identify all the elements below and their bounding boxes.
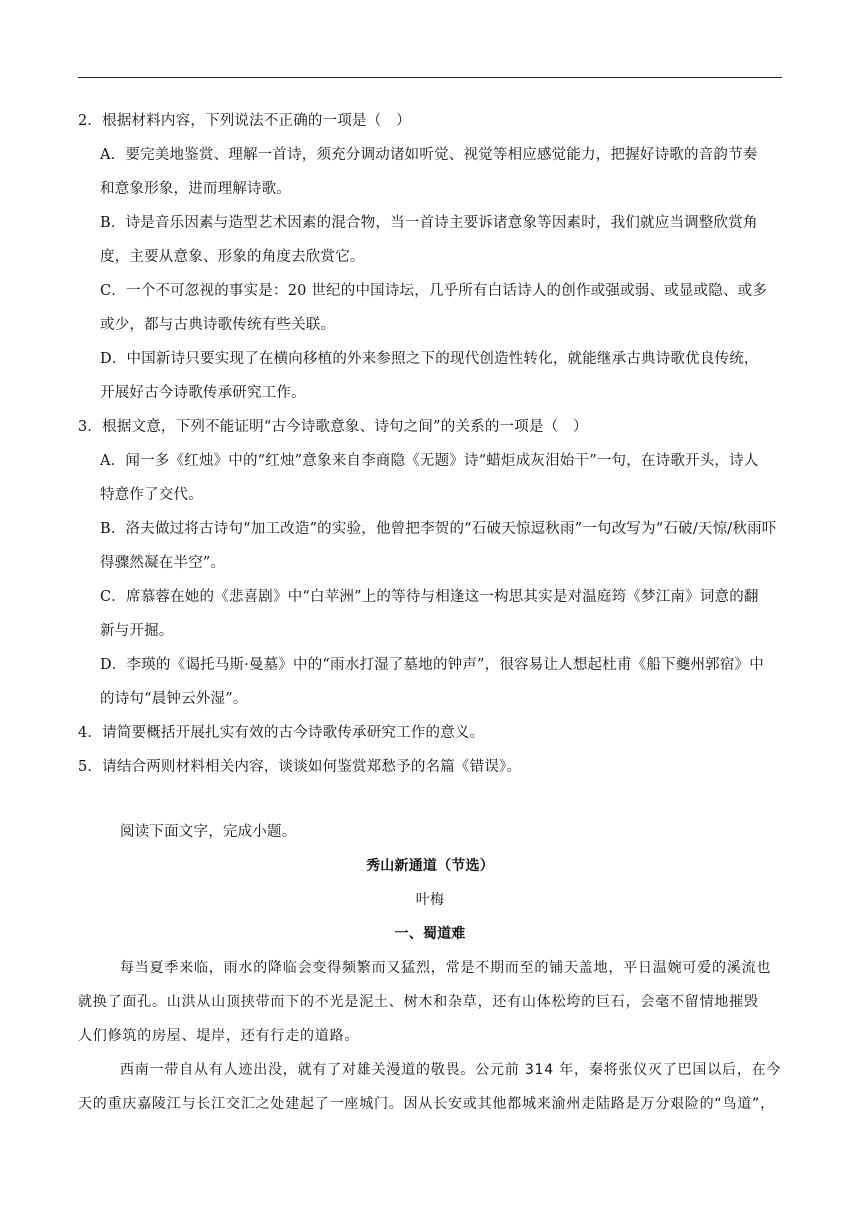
paragraph-1-line-2: 就换了面孔。山洪从山顶挟带而下的不光是泥土、树木和杂草，还有山体松垮的巨石，会毫不留情地摧毁	[78, 994, 759, 1010]
question-3-option-b: B．洛夫做过将古诗句“加工改造”的实验，他曾把李贺的“石破天惊逗秋雨”一句改写为“石破/天惊/秋雨吓	[100, 521, 777, 537]
section-heading: 一、蜀道难	[394, 926, 466, 942]
question-3-stem: 3．根据文意，下列不能证明“古今诗歌意象、诗句之间”的关系的一项是（ ）	[78, 419, 588, 435]
question-3-option-c-cont: 新与开掘。	[100, 623, 174, 639]
question-2-option-c: C．一个不可忽视的事实是：20 世纪的中国诗坛，几乎所有白话诗人的创作或强或弱、或显或隐、或多	[100, 283, 768, 299]
question-3-option-c: C．席慕蓉在她的《悲喜剧》中“白苹洲”上的等待与相逢这一构思其实是对温庭筠《梦江南》词意的翻	[100, 589, 759, 605]
question-5-stem: 5．请结合两则材料相关内容，谈谈如何鉴赏郑愁予的名篇《错误》。	[78, 759, 522, 775]
paragraph-2-line-1: 西南一带自从有人迹出没，就有了对雄关漫道的敬畏。公元前 314 年，秦将张仪灭了巴国以后，在今	[120, 1062, 782, 1078]
question-2-stem: 2．根据材料内容，下列说法不正确的一项是（ ）	[78, 113, 411, 129]
question-2-option-b-cont: 度，主要从意象、形象的角度去欣赏它。	[100, 249, 365, 265]
passage-author: 叶梅	[415, 892, 445, 908]
question-2-option-a-cont: 和意象形象，进而理解诗歌。	[100, 181, 292, 197]
question-2-option-d-cont: 开展好古今诗歌传承研究工作。	[100, 385, 306, 401]
question-4-stem: 4．请简要概括开展扎实有效的古今诗歌传承研究工作的意义。	[78, 725, 485, 741]
question-3-option-d: D．李瑛的《谒托马斯·曼墓》中的“雨水打湿了墓地的钟声”，很容易让人想起杜甫《船下夔州郭宿》中	[100, 657, 764, 673]
header-rule	[78, 77, 782, 78]
question-2-option-b: B．诗是音乐因素与造型艺术因素的混合物，当一首诗主要诉诸意象等因素时，我们就应当调整欣赏角	[100, 215, 758, 231]
question-3-option-b-cont: 得骤然凝在半空”。	[100, 555, 226, 571]
question-3-option-a-cont: 特意作了交代。	[100, 487, 203, 503]
reading-instruction: 阅读下面文字，完成小题。	[120, 824, 297, 840]
passage-title: 秀山新通道（节选）	[366, 858, 494, 874]
paragraph-1-line-1: 每当夏季来临，雨水的降临会变得频繁而又猛烈，常是不期而至的铺天盖地，平日温婉可爱的溪流也	[120, 960, 772, 976]
question-2-option-c-cont: 或少，都与古典诗歌传统有些关联。	[100, 317, 336, 333]
paragraph-1-line-3: 人们修筑的房屋、堤岸，还有行走的道路。	[78, 1028, 360, 1044]
question-3-option-d-cont: 的诗句“晨钟云外湿”。	[100, 691, 248, 707]
question-2-option-a: A．要完美地鉴赏、理解一首诗，须充分调动诸如听觉、视觉等相应感觉能力，把握好诗歌的音韵节奏	[100, 147, 758, 163]
question-2-option-d: D．中国新诗只要实现了在横向移植的外来参照之下的现代创造性转化，就能继承古典诗歌优良传统，	[100, 351, 759, 367]
question-3-option-a: A．闻一多《红烛》中的“红烛”意象来自李商隐《无题》诗“蜡炬成灰泪始干”一句，在诗歌开头，诗人	[100, 453, 759, 469]
paragraph-2-line-2: 天的重庆嘉陵江与长江交汇之处建起了一座城门。因从长安或其他都城来渝州走陆路是万分艰险的“鸟道”，	[78, 1096, 775, 1112]
